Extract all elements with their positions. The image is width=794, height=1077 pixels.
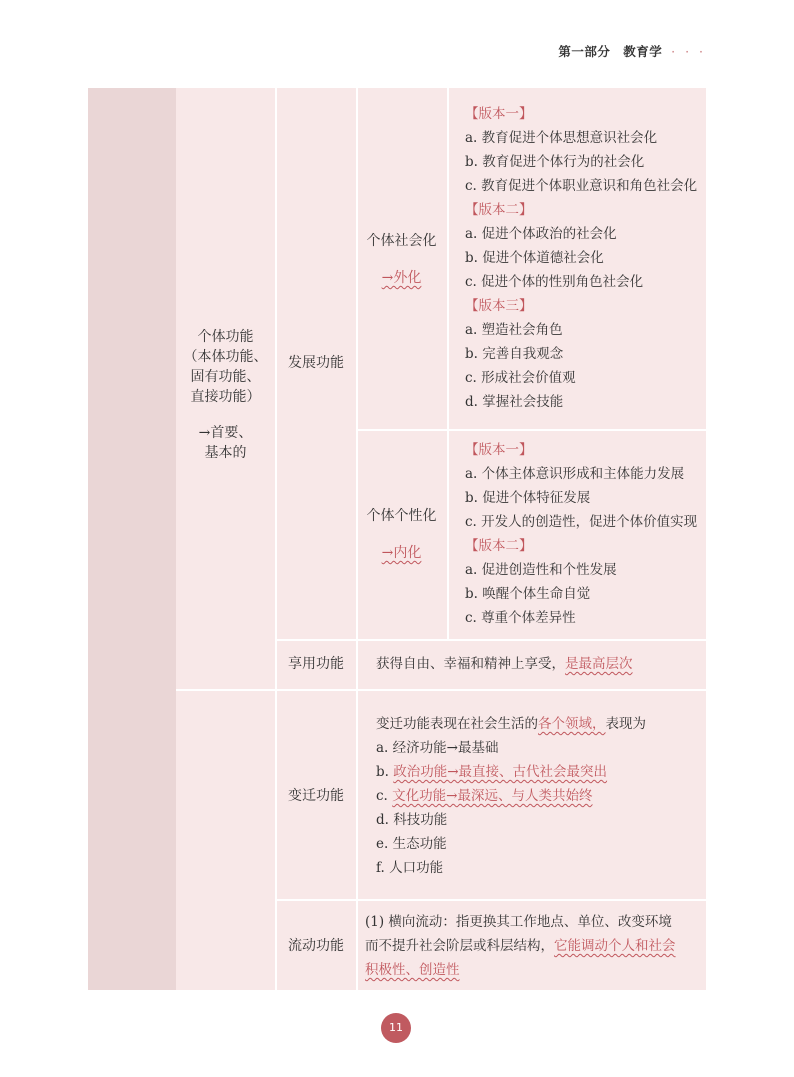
list-item: a. 塑造社会角色 — [465, 322, 563, 338]
list-item: b. 完善自我观念 — [465, 346, 564, 362]
grid-line — [356, 88, 358, 990]
socialization-label: 个体社会化 — [366, 233, 437, 249]
development-function-label: 发展功能 — [288, 355, 344, 371]
grid-line — [275, 88, 277, 990]
individualization-label: 个体个性化 — [366, 508, 437, 524]
list-item: d. 掌握社会技能 — [465, 394, 564, 410]
change-item: a. 经济功能→最基础 — [376, 740, 499, 756]
version-tag: 【版本一】 — [465, 442, 533, 458]
enjoyment-function-label: 享用功能 — [288, 656, 344, 672]
mobility-line-2: 而不提升社会阶层或科层结构，它能调动个人和社会 — [365, 938, 676, 954]
grid-line — [276, 639, 706, 641]
version-tag: 【版本三】 — [465, 298, 533, 314]
mobility-line-3: 积极性、创造性 — [365, 962, 460, 978]
version-tag: 【版本二】 — [465, 202, 533, 218]
header-subject: 教育学 — [623, 44, 663, 59]
list-item: a. 教育促进个体思想意识社会化 — [465, 130, 658, 146]
list-item: b. 教育促进个体行为的社会化 — [465, 154, 645, 170]
page-number: 11 — [381, 1013, 411, 1043]
enjoyment-highlight: 是最高层次 — [565, 656, 633, 672]
change-item: c. 文化功能→最深远、与人类共始终 — [376, 788, 593, 804]
individualization-note: →内化 — [381, 545, 422, 561]
version-tag: 【版本一】 — [465, 106, 533, 122]
list-item: c. 形成社会价值观 — [465, 370, 576, 386]
list-item: c. 开发人的创造性，促进个体价值实现 — [465, 514, 698, 530]
table-first-column — [88, 88, 176, 990]
mobility-line-1: (1) 横向流动：指更换其工作地点、单位、改变环境 — [365, 914, 672, 930]
list-item: a. 个体主体意识形成和主体能力发展 — [465, 466, 685, 482]
change-function-label: 变迁功能 — [288, 788, 344, 804]
individual-function-note: →首要、 — [198, 425, 253, 441]
header-dots: · · · — [671, 44, 706, 59]
grid-line — [356, 429, 706, 431]
version-tag: 【版本二】 — [465, 538, 533, 554]
list-item: b. 促进个体特征发展 — [465, 490, 591, 506]
change-item: d. 科技功能 — [376, 812, 448, 828]
list-item: c. 教育促进个体职业意识和角色社会化 — [465, 178, 698, 194]
enjoyment-description: 获得自由、幸福和精神上享受，是最高层次 — [376, 656, 633, 672]
grid-line — [447, 88, 449, 639]
individual-function-label: 个体功能 （本体功能、 固有功能、 直接功能） →首要、 基本的 — [176, 327, 275, 463]
header-section: 第一部分 — [558, 44, 611, 59]
grid-line — [176, 689, 706, 691]
change-item: f. 人口功能 — [376, 860, 444, 876]
list-item: a. 促进创造性和个性发展 — [465, 562, 617, 578]
list-item: c. 尊重个体差异性 — [465, 610, 576, 626]
change-intro: 变迁功能表现在社会生活的各个领域，表现为 — [376, 716, 646, 732]
list-item: b. 促进个体道德社会化 — [465, 250, 604, 266]
running-header — [558, 42, 706, 60]
mobility-function-label: 流动功能 — [288, 938, 344, 954]
socialization-note: →外化 — [381, 270, 422, 286]
change-item: b. 政治功能→最直接、古代社会最突出 — [376, 764, 608, 780]
grid-line — [276, 899, 706, 901]
list-item: b. 唤醒个体生命自觉 — [465, 586, 591, 602]
list-item: a. 促进个体政治的社会化 — [465, 226, 617, 242]
list-item: c. 促进个体的性别角色社会化 — [465, 274, 644, 290]
change-item: e. 生态功能 — [376, 836, 447, 852]
